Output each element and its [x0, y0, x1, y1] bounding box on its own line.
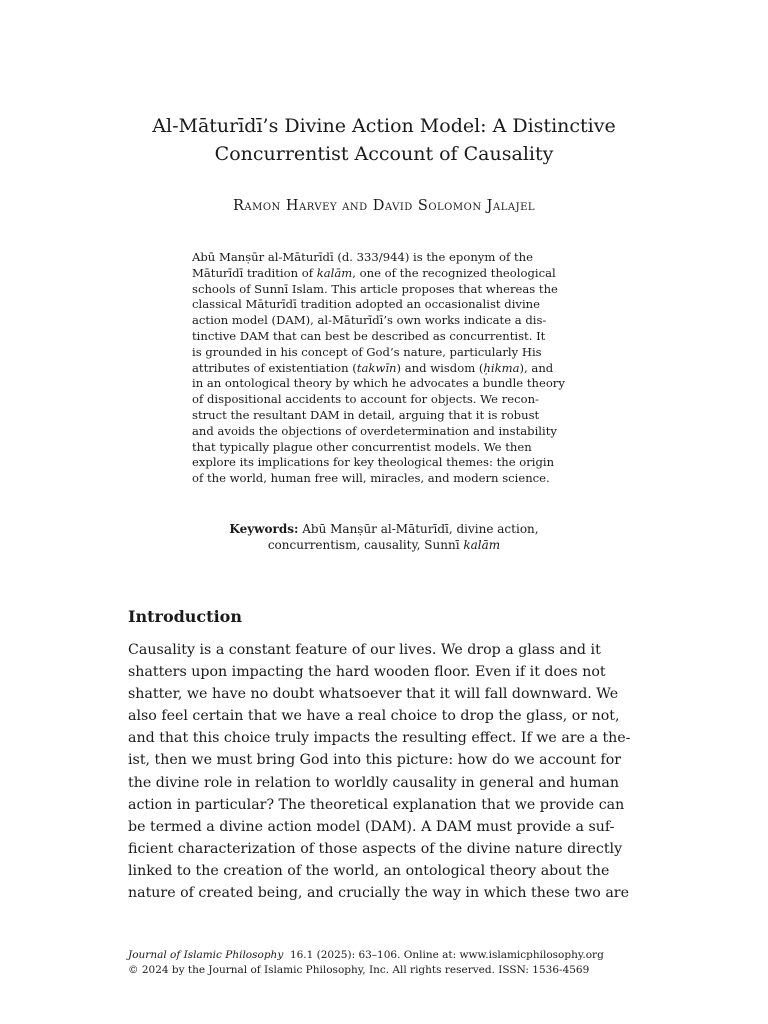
- body-line: and that this choice truly impacts the resulting effect. If we are a the-: [128, 730, 631, 747]
- title-line-2: Concurrentist Account of Causality: [214, 143, 554, 165]
- abstract: [192, 250, 578, 487]
- abstract-line: of dispositional accidents to account for objects. We recon-: [192, 392, 539, 407]
- abstract-line: attributes of existentiation (takwīn) and wisdom (ḥikma), and: [192, 360, 554, 375]
- abstract-line: classical Māturīdī tradition adopted an occasionalist divine: [192, 297, 540, 312]
- body-line: action in particular? The theoretical explanation that we provide can: [128, 796, 625, 813]
- body-line: be termed a divine action model (DAM). A DAM must provide a suf-: [128, 818, 615, 835]
- body-line: nature of created being, and crucially the way in which these two are: [128, 885, 629, 902]
- body-line: ficient characterization of those aspects of the divine nature directly: [128, 840, 623, 857]
- footer-citation: Journal of Islamic Philosophy 16.1 (2025): 63–106. Online at: www.islamicphilosophy.org: [128, 949, 604, 961]
- body-line: shatters upon impacting the hard wooden floor. Even if it does not: [128, 664, 606, 681]
- footer: [128, 948, 648, 978]
- abstract-line: Māturīdī tradition of kalām, one of the recognized theological: [192, 265, 556, 280]
- abstract-line: tinctive DAM that can best be described as concurrentist. It: [192, 328, 546, 343]
- abstract-line: explore its implications for key theological themes: the origin: [192, 455, 555, 470]
- body-line: the divine role in relation to worldly causality in general and human: [128, 774, 619, 791]
- body-line: shatter, we have no doubt whatsoever that it will fall downward. We: [128, 686, 619, 703]
- abstract-line: in an ontological theory by which he advocates a bundle theory: [192, 376, 565, 391]
- abstract-line: Abū Manṣūr al-Māturīdī (d. 333/944) is the eponym of the: [192, 250, 533, 264]
- abstract-line: of the world, human free will, miracles, and modern science.: [192, 471, 550, 486]
- section-heading-introduction: Introduction: [128, 607, 242, 626]
- article-title: [0, 112, 768, 168]
- body-line: also feel certain that we have a real choice to drop the glass, or not,: [128, 708, 620, 725]
- journal-name: Journal of Islamic Philosophy: [128, 949, 284, 961]
- abstract-line: that typically plague other concurrentist models. We then: [192, 439, 532, 454]
- body-line: ist, then we must bring God into this picture: how do we account for: [128, 752, 622, 769]
- abstract-line: action model (DAM), al-Māturīdī’s own works indicate a dis-: [192, 313, 547, 328]
- body-line: linked to the creation of the world, an ontological theory about the: [128, 862, 610, 879]
- abstract-line: struct the resultant DAM in detail, arguing that it is robust: [192, 407, 540, 422]
- title-line-1: Al-Māturīdī’s Divine Action Model: A Distinctive: [152, 115, 616, 137]
- keywords-label: Keywords:: [229, 522, 299, 536]
- keywords: Keywords: Abū Manṣūr al-Māturīdī, divine action, concurrentism, causality, Sunnī kalām: [229, 522, 539, 552]
- abstract-line: schools of Sunnī Islam. This article proposes that whereas the: [192, 281, 558, 296]
- footer-copyright: © 2024 by the Journal of Islamic Philosophy, Inc. All rights reserved. ISSN: 1536-4569: [128, 964, 590, 976]
- authors: Ramon Harvey and David Solomon Jalajel: [232, 198, 536, 214]
- abstract-line: is grounded in his concept of God’s nature, particularly His: [192, 344, 542, 359]
- body-line: Causality is a constant feature of our lives. We drop a glass and it: [128, 642, 601, 658]
- body-text: [128, 639, 642, 904]
- abstract-line: and avoids the objections of overdetermination and instability: [192, 423, 557, 438]
